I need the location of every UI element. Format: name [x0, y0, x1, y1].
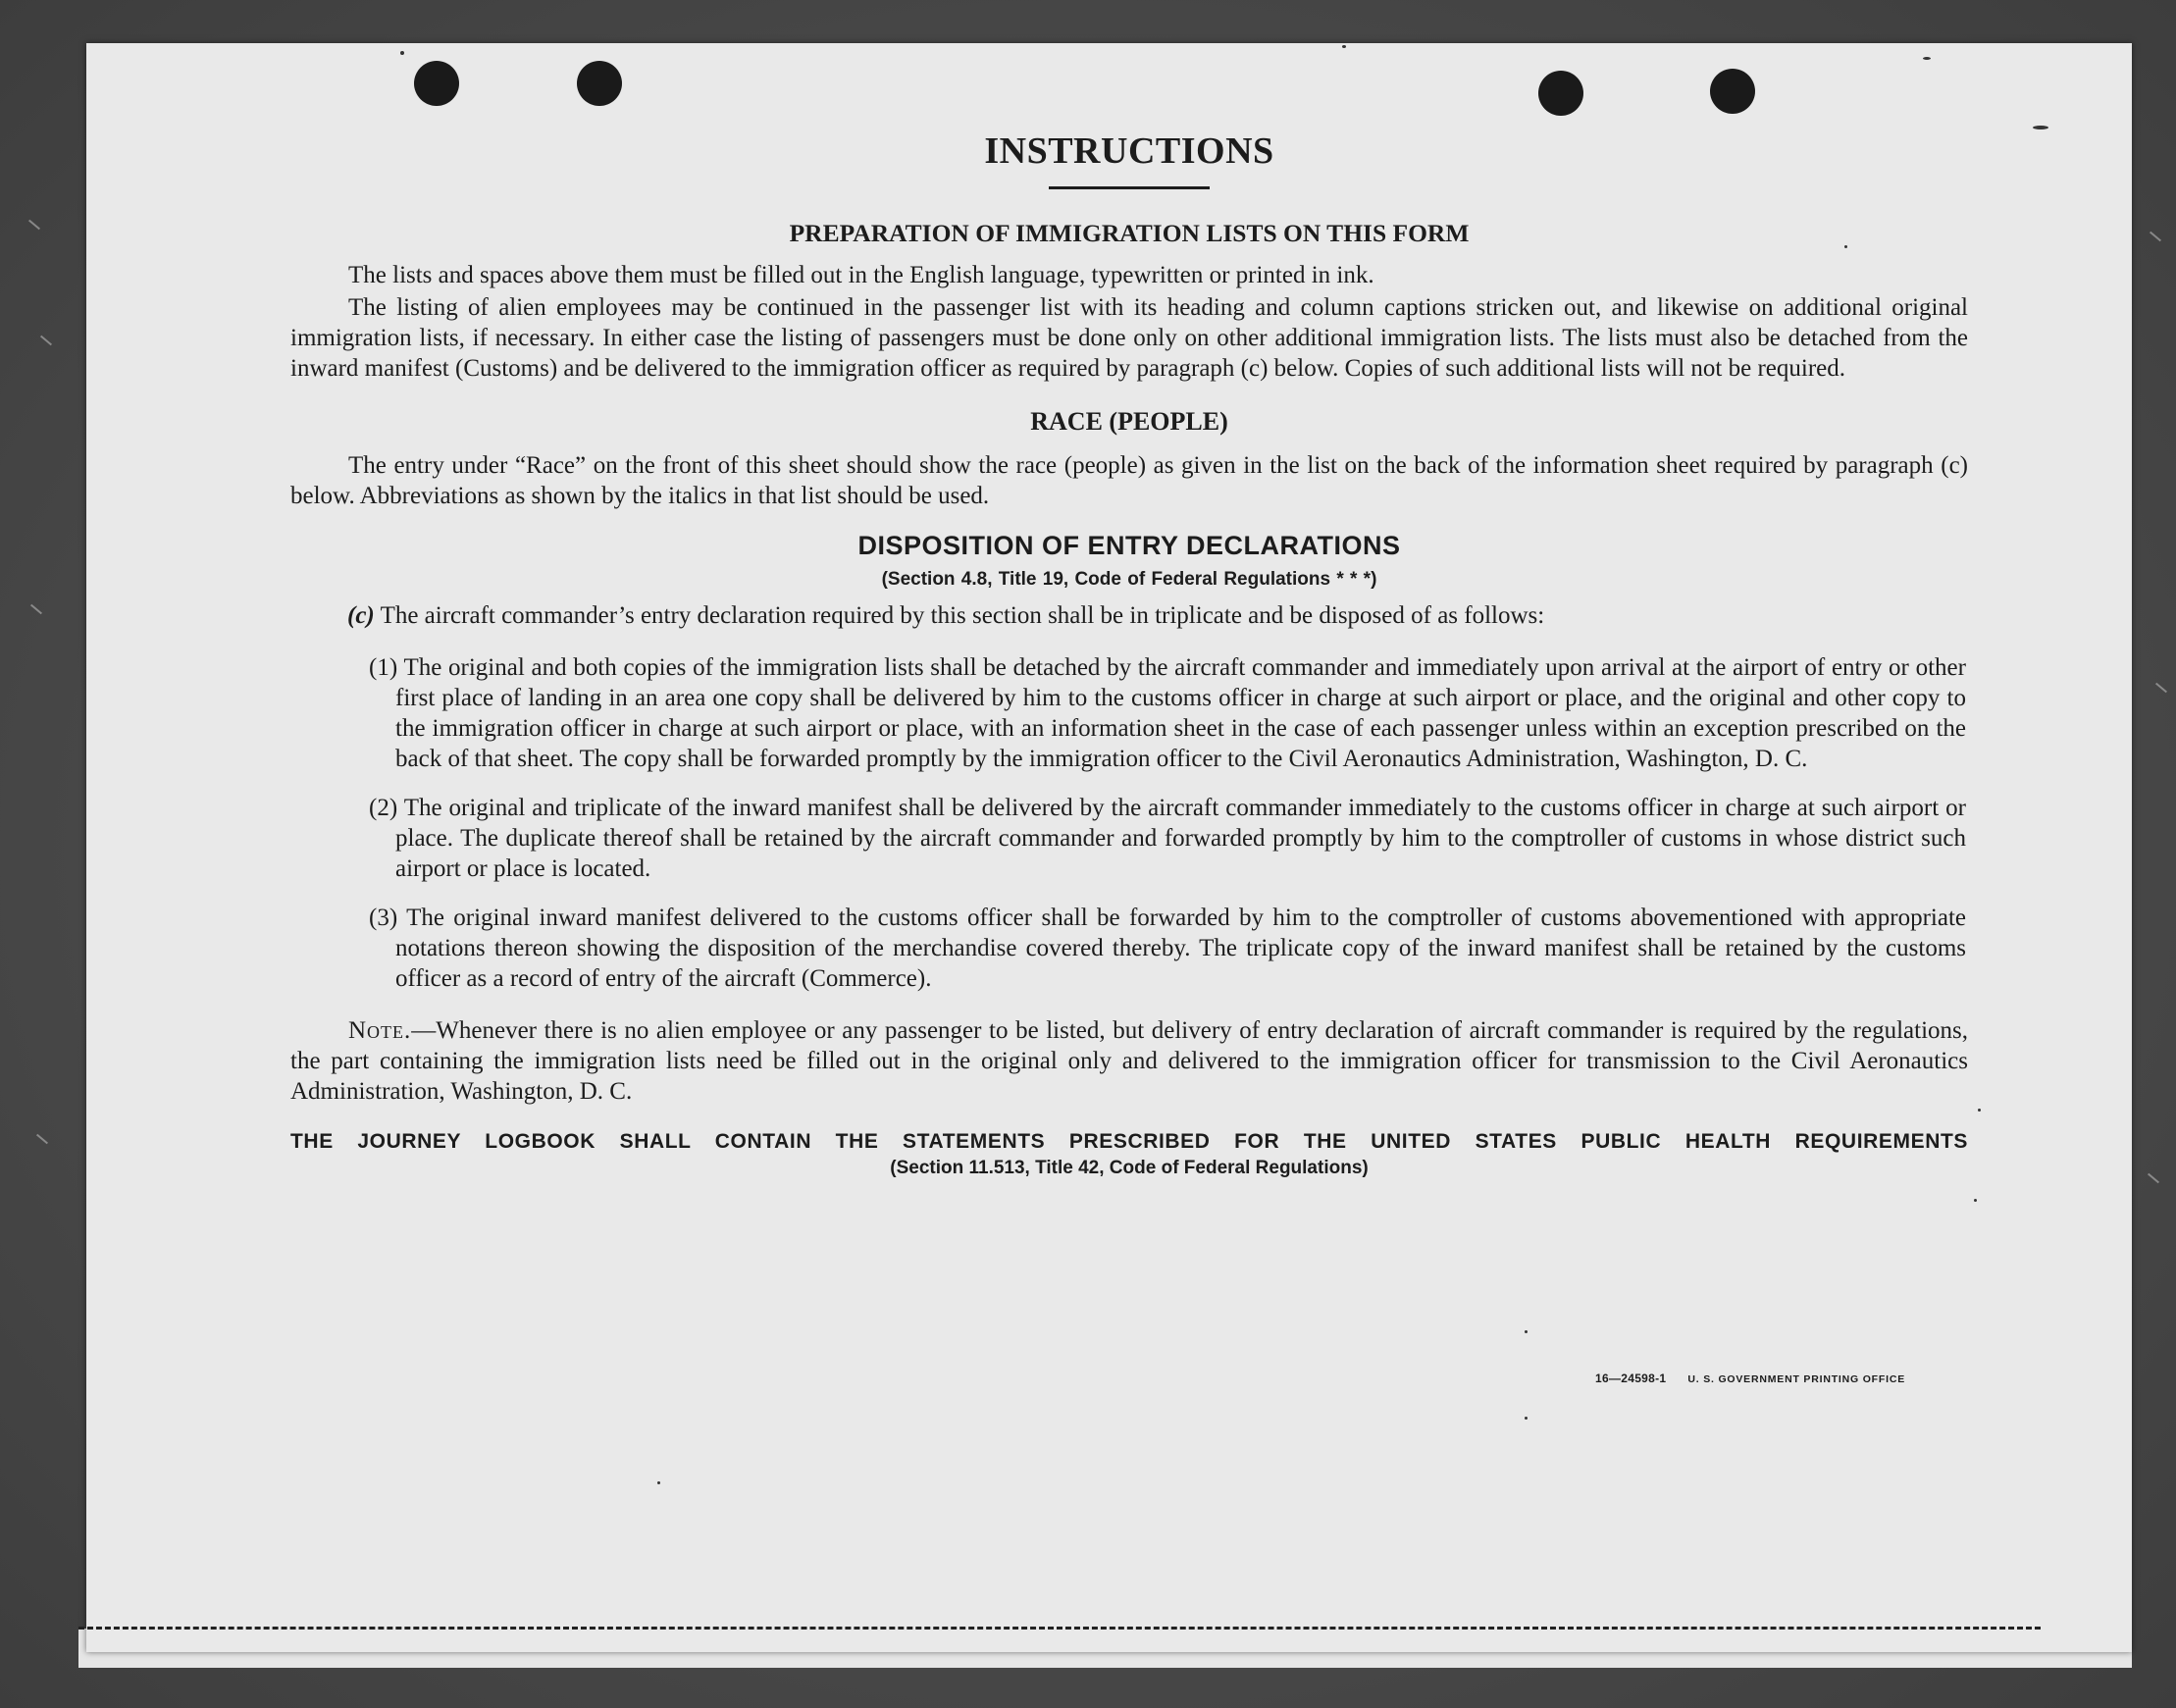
punch-hole: [577, 61, 622, 106]
item-text: The original and triplicate of the inward manifest shall be delivered by the aircraft commander immediately to the customs officer in charge at such airport or place. The duplicate thereof shall be retained by the aircraft commander and forwarded promptly by him to the comptroller of customs in whose district such airport or place is located.: [395, 795, 1966, 882]
printer-name: U. S. GOVERNMENT PRINTING OFFICE: [1687, 1373, 1905, 1385]
paragraph: The listing of alien employees may be continued in the passenger list with its heading and column captions stricken out, and likewise on additional original immigration lists, if necessary. In either case the listing of passengers must be done only on other additional immigration lists. The lists must also be detached from the inward manifest (Customs) and be delivered to the immigration officer as required by paragraph (c) below. Copies of such additional lists will not be required.: [290, 294, 1968, 382]
title-underline: [1049, 186, 1210, 189]
punch-hole: [414, 61, 459, 106]
health-regulation-citation: (Section 11.513, Title 42, Code of Federal Regulations): [890, 1158, 1369, 1178]
regulation-citation: (Section 4.8, Title 19, Code of Federal Regulations * * *): [881, 569, 1377, 590]
page-title: INSTRUCTIONS: [984, 130, 1274, 172]
printing-imprint: [1595, 1372, 1905, 1385]
note-paragraph: [290, 1015, 1968, 1107]
section-heading-preparation: PREPARATION OF IMMIGRATION LISTS ON THIS FORM: [789, 219, 1470, 247]
paragraph: The lists and spaces above them must be filled out in the English language, typewritten or printed in ink.: [348, 262, 1374, 288]
list-item: [369, 903, 1968, 994]
section-heading-race: RACE (PEOPLE): [1030, 407, 1228, 436]
item-number: (1): [369, 654, 398, 681]
item-number: (3): [369, 905, 398, 931]
section-heading-disposition: DISPOSITION OF ENTRY DECLARATIONS: [857, 531, 1401, 560]
list-item: [369, 793, 1968, 884]
item-text: The original inward manifest delivered to the customs officer shall be forwarded by him to the comptroller of customs abovementioned with appropriate notations thereon showing the disposition of the merchandise covered thereby. The triplicate copy of the inward manifest shall be retained by the customs officer as a record of entry of the aircraft (Commerce).: [395, 905, 1966, 992]
list-item: [369, 652, 1968, 774]
punch-hole: [1538, 71, 1583, 116]
punch-hole: [1710, 69, 1755, 114]
note-label: Note.: [348, 1017, 412, 1044]
instructions-content: [290, 118, 1968, 1179]
paragraph: The entry under “Race” on the front of this sheet should show the race (people) as given in the list on the back of the information sheet required by paragraph (c) below. Abbreviations as shown by the italics in that list should be used.: [290, 452, 1968, 509]
health-requirements-statement: THE JOURNEY LOGBOOK SHALL CONTAIN THE STATEMENTS PRESCRIBED FOR THE UNITED STATES PUBLIC HEALTH REQUIREMENTS: [290, 1130, 1968, 1153]
clause-text: The aircraft commander’s entry declaration required by this section shall be in triplicate and be disposed of as follows:: [380, 602, 1545, 629]
form-print-number: 16—24598-1: [1595, 1372, 1667, 1385]
note-text: —Whenever there is no alien employee or any passenger to be listed, but delivery of entry declaration of aircraft commander is required by the regulations, the part containing the immigration lists need be filled out in the original only and delivered to the immigration officer for transmission to the Civil Aeronautics Administration, Washington, D. C.: [290, 1017, 1968, 1105]
item-text: The original and both copies of the immigration lists shall be detached by the aircraft commander and immediately upon arrival at the airport of entry or other first place of landing in an area one copy shall be delivered by him to the customs officer in charge at such airport or place, and the original and other copy to the immigration officer in charge at such airport or place, with an information sheet in the case of each passenger unless within an exception prescribed on the back of that sheet. The copy shall be forwarded promptly by the immigration officer to the Civil Aeronautics Administration, Washington, D. C.: [395, 654, 1966, 772]
clause-label: (c): [347, 602, 375, 629]
disposition-intro: [290, 600, 1968, 631]
item-number: (2): [369, 795, 398, 821]
perforation-line: [78, 1627, 2041, 1630]
